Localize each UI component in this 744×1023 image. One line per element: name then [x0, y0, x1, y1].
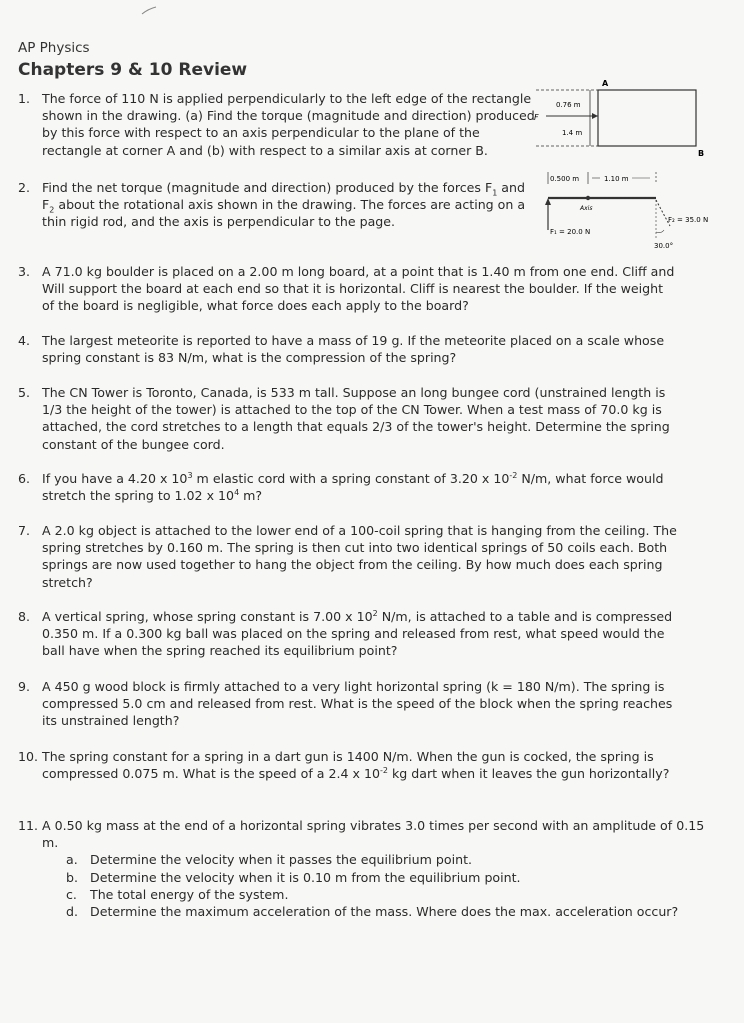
question-text: The CN Tower is Toronto, Canada, is 533 m tall. Suppose an long bungee cord (unstrained length is 1/3 the height of the tower) is attached to the top of the CN Tower. When a test mass of 70.0 kg is attached, the cord stretches to a length that equals 2/3 of the tower's height. Determine the spring constant of the bungee cord. — [42, 385, 670, 452]
question-number: 4. — [18, 333, 31, 348]
question-2 — [18, 179, 538, 231]
question-number: 8. — [18, 609, 31, 624]
question-text: If you have a 4.20 x $10^3$ m elastic cord with a spring constant of 3.20 x $10^{-2}$ N/m, what force would stretch the spring to 1.02 x $10^4$ m? — [42, 470, 664, 504]
part-a: a. Determine the velocity when it passes the equilibrium point. — [66, 852, 473, 868]
question-7 — [18, 522, 678, 591]
question-text: A vertical spring, whose spring constant is 7.00 x $10^2$ N/m, is attached to a table and is compressed 0.350 m. If a 0.300 kg ball was placed on the spring and released from rest, what speed would the ball have when the spring reached its equilibrium point? — [42, 608, 673, 659]
dim-long-label: 1.4 m — [562, 129, 583, 137]
page-title: Chapters 9 & 10 Review — [18, 60, 248, 80]
corner-a-label: A — [602, 79, 609, 88]
question-number: 1. — [18, 91, 31, 106]
question-6 — [18, 470, 678, 504]
force-2-label: F₂ = 35.0 N — [668, 216, 709, 224]
force-1-label: F₁ = 20.0 N — [550, 228, 591, 236]
question-11-parts — [66, 851, 718, 920]
corner-b-label: B — [698, 149, 705, 158]
part-d: d. Determine the maximum acceleration of the mass. Where does the max. acceleration occur? — [66, 904, 679, 920]
force-label: F — [534, 113, 539, 122]
axis-label: Axis — [580, 205, 593, 212]
distance-2-label: 1.10 m — [604, 175, 629, 183]
distance-1-label: 0.500 m — [550, 175, 580, 183]
question-number: 3. — [18, 264, 31, 279]
question-text: The spring constant for a spring in a dart gun is 1400 N/m. When the gun is cocked, the spring is compressed 0.075 m. What is the speed of a 2.4 x $10^{-2}$ kg dart when it leaves the gun horizontally? — [42, 749, 670, 782]
question-3 — [18, 263, 678, 315]
question-number: 6. — [18, 471, 31, 486]
question-text: A 2.0 kg object is attached to the lower end of a 100-coil spring that is hanging from the ceiling. The spring stretches by 0.160 m. The spring is then cut into two identical springs of 50 coils each. Both springs are now used together to hang the object from the ceiling. By how much does each spring stretch? — [42, 523, 677, 590]
question-text: A 71.0 kg boulder is placed on a 2.00 m long board, at a point that is 1.40 m from one end. Cliff and Will support the board at each end so that it is horizontal. Cliff is nearest the boulder. If the weight of the board is negligible, what force does each apply to the board? — [42, 264, 675, 314]
question-text: Find the net torque (magnitude and direction) produced by the forces $F_1$ and $F_2$ about the rotational axis shown in the drawing. The forces are acting on a thin rigid rod, and the axis is perpendicular to the page. — [42, 180, 526, 230]
pen-mark — [140, 6, 160, 16]
dim-short-label: 0.76 m — [556, 101, 581, 109]
question-8 — [18, 608, 678, 660]
question-number: 2. — [18, 180, 31, 195]
question-text: The force of 110 N is applied perpendicularly to the left edge of the rectangle shown in the drawing. (a) Find the torque (magnitude and direction) produced by this force with respect to an axis perpendicular to the plane of the rectangle at corner A and (b) with respect to a similar axis at corner B. — [42, 91, 535, 158]
question-number: 5. — [18, 385, 31, 400]
angle-label: 30.0° — [654, 242, 674, 250]
question-number: 11. — [18, 818, 39, 833]
question-text: A 450 g wood block is firmly attached to a very light horizontal spring (k = 180 N/m). The spring is compressed 5.0 cm and released from rest. What is the speed of the block when the spring reaches its unstrained length? — [42, 679, 673, 729]
question-1 — [18, 90, 538, 159]
question-text: A 0.50 kg mass at the end of a horizontal spring vibrates 3.0 times per second with an amplitude of 0.15 m. — [42, 818, 705, 851]
question-4 — [18, 332, 678, 366]
course-name: AP Physics — [18, 40, 90, 56]
part-c: c. The total energy of the system. — [66, 886, 289, 902]
question-10 — [18, 748, 678, 782]
question-11 — [18, 817, 718, 920]
rectangle-figure — [528, 76, 714, 160]
question-5 — [18, 384, 678, 453]
question-number: 10. — [18, 749, 39, 764]
question-text: The largest meteorite is reported to have a mass of 19 g. If the meteorite placed on a scale whose spring constant is 83 N/m, what is the compression of the spring? — [42, 333, 665, 366]
question-number: 9. — [18, 679, 31, 694]
rod-figure — [540, 170, 740, 254]
question-9 — [18, 678, 678, 730]
question-number: 7. — [18, 523, 31, 538]
part-b: b. Determine the velocity when it is 0.10 m from the equilibrium point. — [66, 869, 521, 885]
